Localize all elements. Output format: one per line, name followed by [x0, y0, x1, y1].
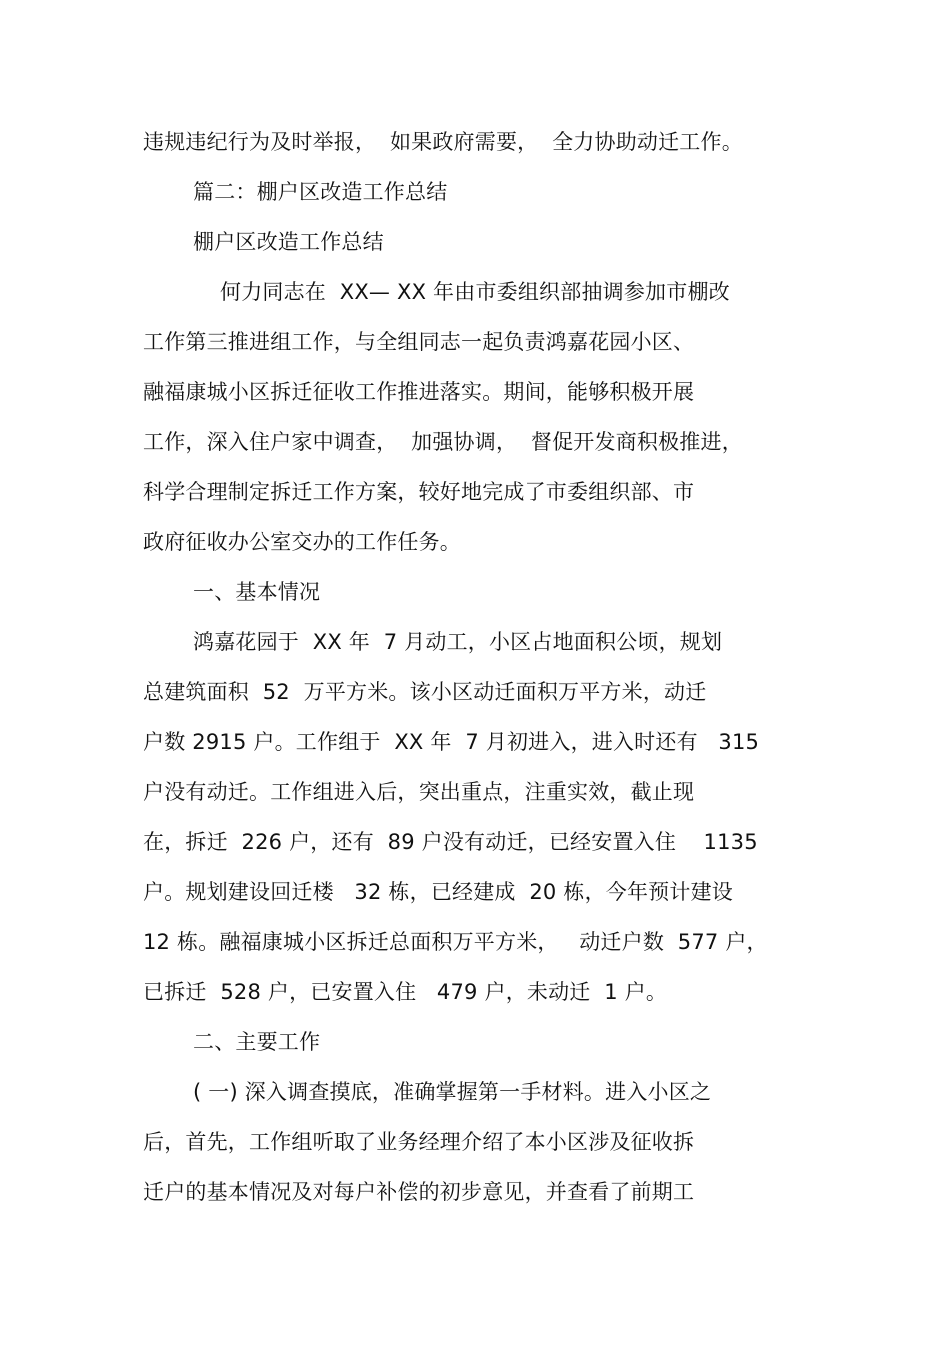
- text-line: 户。规划建设回迁楼 32 栋，已经建成 20 栋，今年预计建设: [143, 880, 733, 904]
- text-line: ( 一) 深入调查摸底，准确掌握第一手材料。进入小区之: [193, 1080, 712, 1104]
- section-heading: 一、基本情况: [193, 580, 321, 604]
- text-line: 工作，深入住户家中调查， 加强协调， 督促开发商积极推进，: [143, 430, 743, 454]
- text-line: 何力同志在 XX— XX 年由市委组织部抽调参加市棚改: [220, 280, 730, 304]
- text-line: 迁户的基本情况及对每户补偿的初步意见，并查看了前期工: [143, 1180, 695, 1204]
- text-line: 融福康城小区拆迁征收工作推进落实。期间，能够积极开展: [143, 380, 695, 404]
- text-line: 12 栋。融福康城小区拆迁总面积万平方米， 动迁户数 577 户，: [143, 930, 768, 954]
- text-line: 户没有动迁。工作组进入后，突出重点，注重实效，截止现: [143, 780, 695, 804]
- section-heading: 二、主要工作: [193, 1030, 321, 1054]
- text-line: 科学合理制定拆迁工作方案，较好地完成了市委组织部、市: [143, 480, 695, 504]
- text-line: 在，拆迁 226 户，还有 89 户没有动迁，已经安置入住 1135: [143, 830, 758, 854]
- document-title: 棚户区改造工作总结: [193, 230, 384, 254]
- text-line: 户数 2915 户。工作组于 XX 年 7 月初进入，进入时还有 315: [143, 730, 760, 754]
- section-heading: 篇二：棚户区改造工作总结: [193, 180, 448, 204]
- text-line: 后，首先，工作组听取了业务经理介绍了本小区涉及征收拆: [143, 1130, 695, 1154]
- text-line: 总建筑面积 52 万平方米。该小区动迁面积万平方米，动迁: [143, 680, 707, 704]
- text-line: 鸿嘉花园于 XX 年 7 月动工，小区占地面积公顷，规划: [193, 630, 723, 654]
- text-line: 工作第三推进组工作，与全组同志一起负责鸿嘉花园小区、: [143, 330, 695, 354]
- text-line: 政府征收办公室交办的工作任务。: [143, 530, 461, 554]
- text-line: 违规违纪行为及时举报， 如果政府需要， 全力协助动迁工作。: [143, 130, 743, 154]
- text-line: 已拆迁 528 户，已安置入住 479 户，未动迁 1 户。: [143, 980, 668, 1004]
